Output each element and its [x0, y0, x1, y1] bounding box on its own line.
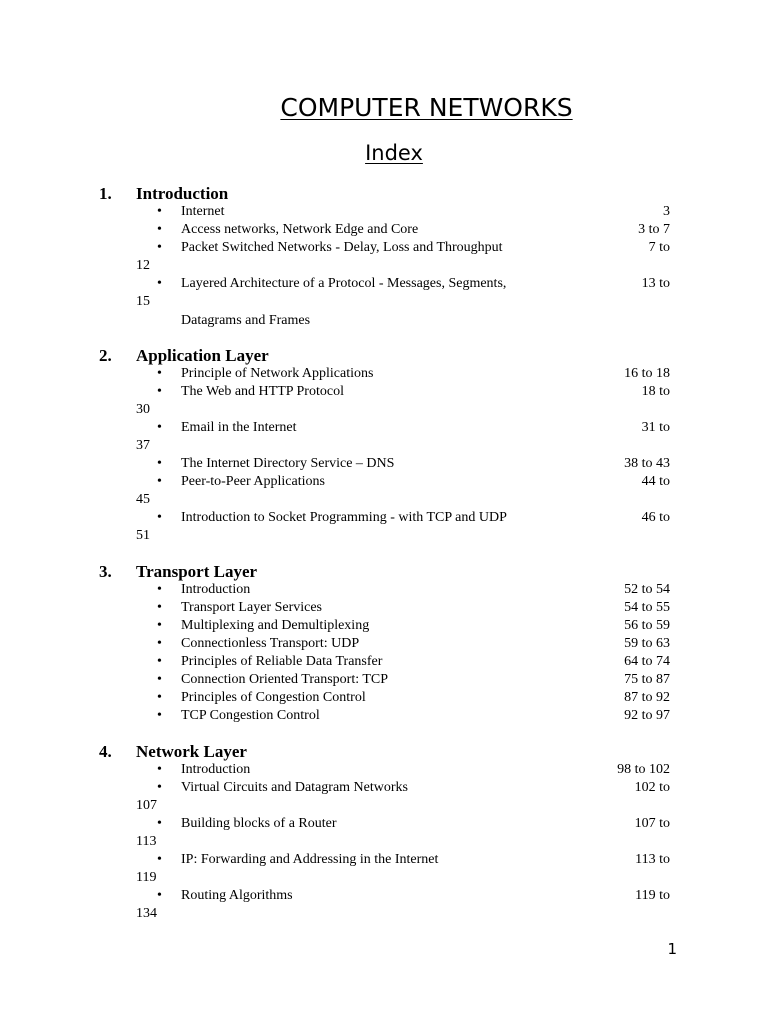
item-pages: 113 to: [635, 852, 670, 867]
item-pages-wrap: [0, 798, 768, 816]
item-pages-wrap: [0, 492, 768, 510]
list-item: [0, 762, 768, 780]
list-item: [0, 456, 768, 474]
list-item: [0, 366, 768, 384]
bullet-icon: •: [157, 582, 162, 597]
item-pages-wrap: [0, 906, 768, 924]
section-title: Transport Layer: [136, 562, 258, 581]
item-title: Principle of Network Applications: [181, 366, 374, 381]
list-item: [0, 852, 768, 870]
item-pages: 44 to: [641, 474, 670, 489]
bullet-icon: •: [157, 420, 162, 435]
item-title: Routing Algorithms: [181, 888, 293, 903]
list-item: [0, 510, 768, 528]
item-title: Principles of Reliable Data Transfer: [181, 654, 383, 669]
item-pages-wrap: [0, 870, 768, 888]
list-item: [0, 420, 768, 438]
section-title: Network Layer: [136, 742, 247, 761]
bullet-icon: •: [157, 708, 162, 723]
list-item: [0, 690, 768, 708]
item-title: Layered Architecture of a Protocol - Messages, Segments,: [181, 276, 507, 291]
bullet-icon: •: [157, 456, 162, 471]
item-title: Introduction: [181, 762, 251, 777]
item-pages: 38 to 43: [624, 456, 670, 471]
item-pages-wrap: [0, 438, 768, 456]
bullet-icon: •: [157, 780, 162, 795]
list-item: [0, 600, 768, 618]
bullet-icon: •: [157, 474, 162, 489]
item-pages: 119 to: [635, 888, 670, 903]
item-title: Internet: [181, 204, 225, 219]
bullet-icon: •: [157, 510, 162, 525]
list-item: [0, 582, 768, 600]
bullet-icon: •: [157, 222, 162, 237]
item-pages: 52 to 54: [624, 582, 670, 597]
item-title: Introduction: [181, 582, 251, 597]
item-pages-wrap: [0, 834, 768, 852]
section-number: 1.: [99, 184, 112, 203]
list-item: [0, 654, 768, 672]
item-pages-end: 30: [136, 402, 150, 417]
item-pages: 102 to: [634, 780, 670, 795]
item-title: The Web and HTTP Protocol: [181, 384, 344, 399]
list-item: [0, 222, 768, 240]
item-pages: 31 to: [641, 420, 670, 435]
item-title: Peer-to-Peer Applications: [181, 474, 325, 489]
item-pages: 87 to 92: [624, 690, 670, 705]
item-pages: 7 to: [648, 240, 670, 255]
bullet-icon: •: [157, 636, 162, 651]
item-pages-wrap: [0, 258, 768, 276]
list-item: [0, 636, 768, 654]
item-pages: 46 to: [641, 510, 670, 525]
item-pages-wrap: [0, 402, 768, 420]
list-item: [0, 672, 768, 690]
item-pages-end: 134: [136, 906, 157, 921]
document-title: COMPUTER NETWORKS: [280, 93, 573, 122]
item-pages-end: 37: [136, 438, 150, 453]
section-number: 4.: [99, 742, 112, 761]
item-pages: 64 to 74: [624, 654, 670, 669]
section-number: 3.: [99, 562, 112, 581]
bullet-icon: •: [157, 762, 162, 777]
item-pages: 3: [663, 204, 670, 219]
item-pages-end: 113: [136, 834, 157, 849]
list-item: [0, 618, 768, 636]
item-pages-end: 107: [136, 798, 157, 813]
bullet-icon: •: [157, 276, 162, 291]
list-item: [0, 816, 768, 834]
item-title: Connection Oriented Transport: TCP: [181, 672, 389, 687]
item-title: Access networks, Network Edge and Core: [181, 222, 419, 237]
bullet-icon: •: [157, 204, 162, 219]
item-title-continued: [0, 313, 768, 331]
item-title: Virtual Circuits and Datagram Networks: [181, 780, 408, 795]
list-item: [0, 276, 768, 294]
section-heading: [0, 346, 768, 364]
bullet-icon: •: [157, 618, 162, 633]
item-title: Building blocks of a Router: [181, 816, 337, 831]
item-pages: 107 to: [634, 816, 670, 831]
bullet-icon: •: [157, 240, 162, 255]
item-pages: 92 to 97: [624, 708, 670, 723]
item-pages-wrap: [0, 294, 768, 312]
item-pages-end: 51: [136, 528, 150, 543]
bullet-icon: •: [157, 690, 162, 705]
bullet-icon: •: [157, 384, 162, 399]
bullet-icon: •: [157, 366, 162, 381]
item-pages: 3 to 7: [638, 222, 670, 237]
item-pages: 54 to 55: [624, 600, 670, 615]
list-item: [0, 780, 768, 798]
section-heading: [0, 562, 768, 580]
bullet-icon: •: [157, 816, 162, 831]
item-pages: 13 to: [641, 276, 670, 291]
item-pages-end: 15: [136, 294, 150, 309]
bullet-icon: •: [157, 654, 162, 669]
bullet-icon: •: [157, 888, 162, 903]
item-title: Connectionless Transport: UDP: [181, 636, 360, 651]
item-pages-end: 119: [136, 870, 157, 885]
item-pages: 18 to: [641, 384, 670, 399]
item-title: The Internet Directory Service – DNS: [181, 456, 395, 471]
item-title: Principles of Congestion Control: [181, 690, 366, 705]
list-item: [0, 888, 768, 906]
page-number: 1: [667, 940, 677, 958]
item-title: Packet Switched Networks - Delay, Loss and Throughput: [181, 240, 503, 255]
bullet-icon: •: [157, 672, 162, 687]
list-item: [0, 384, 768, 402]
bullet-icon: •: [157, 600, 162, 615]
item-title: IP: Forwarding and Addressing in the Internet: [181, 852, 439, 867]
list-item: [0, 708, 768, 726]
item-pages-end: 45: [136, 492, 150, 507]
item-title: Email in the Internet: [181, 420, 297, 435]
bullet-icon: •: [157, 852, 162, 867]
section-title: Application Layer: [136, 346, 269, 365]
item-title-continuation: Datagrams and Frames: [181, 313, 311, 328]
item-title: Multiplexing and Demultiplexing: [181, 618, 370, 633]
list-item: [0, 240, 768, 258]
list-item: [0, 204, 768, 222]
section-title: Introduction: [136, 184, 229, 203]
item-pages: 16 to 18: [624, 366, 670, 381]
item-pages: 75 to 87: [624, 672, 670, 687]
item-pages-end: 12: [136, 258, 150, 273]
item-title: Introduction to Socket Programming - with TCP and UDP: [181, 510, 507, 525]
list-item: [0, 474, 768, 492]
item-title: Transport Layer Services: [181, 600, 323, 615]
item-pages: 59 to 63: [624, 636, 670, 651]
item-pages: 56 to 59: [624, 618, 670, 633]
item-title: TCP Congestion Control: [181, 708, 320, 723]
section-heading: [0, 742, 768, 760]
section-heading: [0, 184, 768, 202]
item-pages: 98 to 102: [617, 762, 670, 777]
section-number: 2.: [99, 346, 112, 365]
item-pages-wrap: [0, 528, 768, 546]
document-subtitle: Index: [365, 141, 423, 165]
